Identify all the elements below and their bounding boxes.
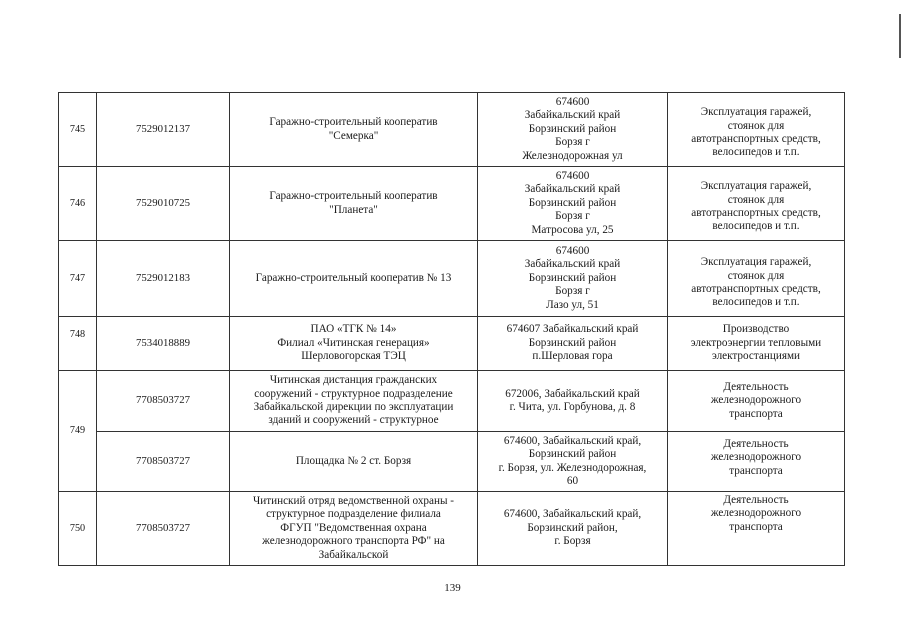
activity-cell: Эксплуатация гаражей, стоянок для автотранспортных средств, велосипедов и т.п.: [668, 93, 845, 167]
scan-edge-mark: [899, 14, 901, 58]
row-number: 746: [59, 167, 97, 241]
activity-cell: Эксплуатация гаражей, стоянок для автотранспортных средств, велосипедов и т.п.: [668, 167, 845, 241]
row-number: 748: [59, 317, 97, 371]
page-number: 139: [444, 582, 461, 594]
inn-cell: 7529010725: [97, 167, 230, 241]
table-row: [59, 492, 845, 566]
table-row: [59, 371, 845, 432]
row-number: 745: [59, 93, 97, 167]
address-cell: 674600, Забайкальский край, Борзинский район, г. Борзя: [478, 492, 668, 566]
organization-name-cell: Площадка № 2 ст. Борзя: [230, 432, 478, 492]
inn-cell: 7708503727: [97, 492, 230, 566]
table-row: [59, 317, 845, 371]
table-row: [59, 167, 845, 241]
inn-cell: 7708503727: [97, 432, 230, 492]
inn-cell: 7708503727: [97, 371, 230, 432]
organization-name-cell: Гаражно-строительный кооператив "Семерка": [230, 93, 478, 167]
organization-name-cell: Читинский отряд ведомственной охраны - структурное подразделение филиала ФГУП "Ведомственная охрана железнодорожного транспорта РФ" на Забайкальской: [230, 492, 478, 566]
organization-name-cell: Гаражно-строительный кооператив № 13: [230, 241, 478, 317]
activity-cell: Производство электроэнергии тепловыми электростанциями: [668, 317, 845, 371]
row-number: 749: [59, 371, 97, 492]
activity-cell: Деятельность железнодорожного транспорта: [668, 492, 845, 566]
address-cell: 674600, Забайкальский край, Борзинский район г. Борзя, ул. Железнодорожная, 60: [478, 432, 668, 492]
address-cell: 672006, Забайкальский край г. Чита, ул. Горбунова, д. 8: [478, 371, 668, 432]
address-cell: 674600 Забайкальский край Борзинский район Борзя г Лазо ул, 51: [478, 241, 668, 317]
row-number: 750: [59, 492, 97, 566]
inn-cell: 7529012183: [97, 241, 230, 317]
address-cell: 674600 Забайкальский край Борзинский район Борзя г Матросова ул, 25: [478, 167, 668, 241]
activity-cell: Деятельность железнодорожного транспорта: [668, 432, 845, 492]
organization-name-cell: ПАО «ТГК № 14» Филиал «Читинская генерация» Шерловогорская ТЭЦ: [230, 317, 478, 371]
activity-cell: Эксплуатация гаражей, стоянок для автотранспортных средств, велосипедов и т.п.: [668, 241, 845, 317]
row-number: 747: [59, 241, 97, 317]
organization-name-cell: Читинская дистанция гражданских сооружений - структурное подразделение Забайкальской дирекции по эксплуатации зданий и сооружений - структурное: [230, 371, 478, 432]
table-row: [59, 93, 845, 167]
inn-cell: 7534018889: [97, 317, 230, 371]
table-row: [59, 432, 845, 492]
address-cell: 674600 Забайкальский край Борзинский район Борзя г Железнодорожная ул: [478, 93, 668, 167]
registry-table: [58, 92, 845, 566]
table-row: [59, 241, 845, 317]
address-cell: 674607 Забайкальский край Борзинский район п.Шерловая гора: [478, 317, 668, 371]
inn-cell: 7529012137: [97, 93, 230, 167]
organization-name-cell: Гаражно-строительный кооператив "Планета": [230, 167, 478, 241]
activity-cell: Деятельность железнодорожного транспорта: [668, 371, 845, 432]
